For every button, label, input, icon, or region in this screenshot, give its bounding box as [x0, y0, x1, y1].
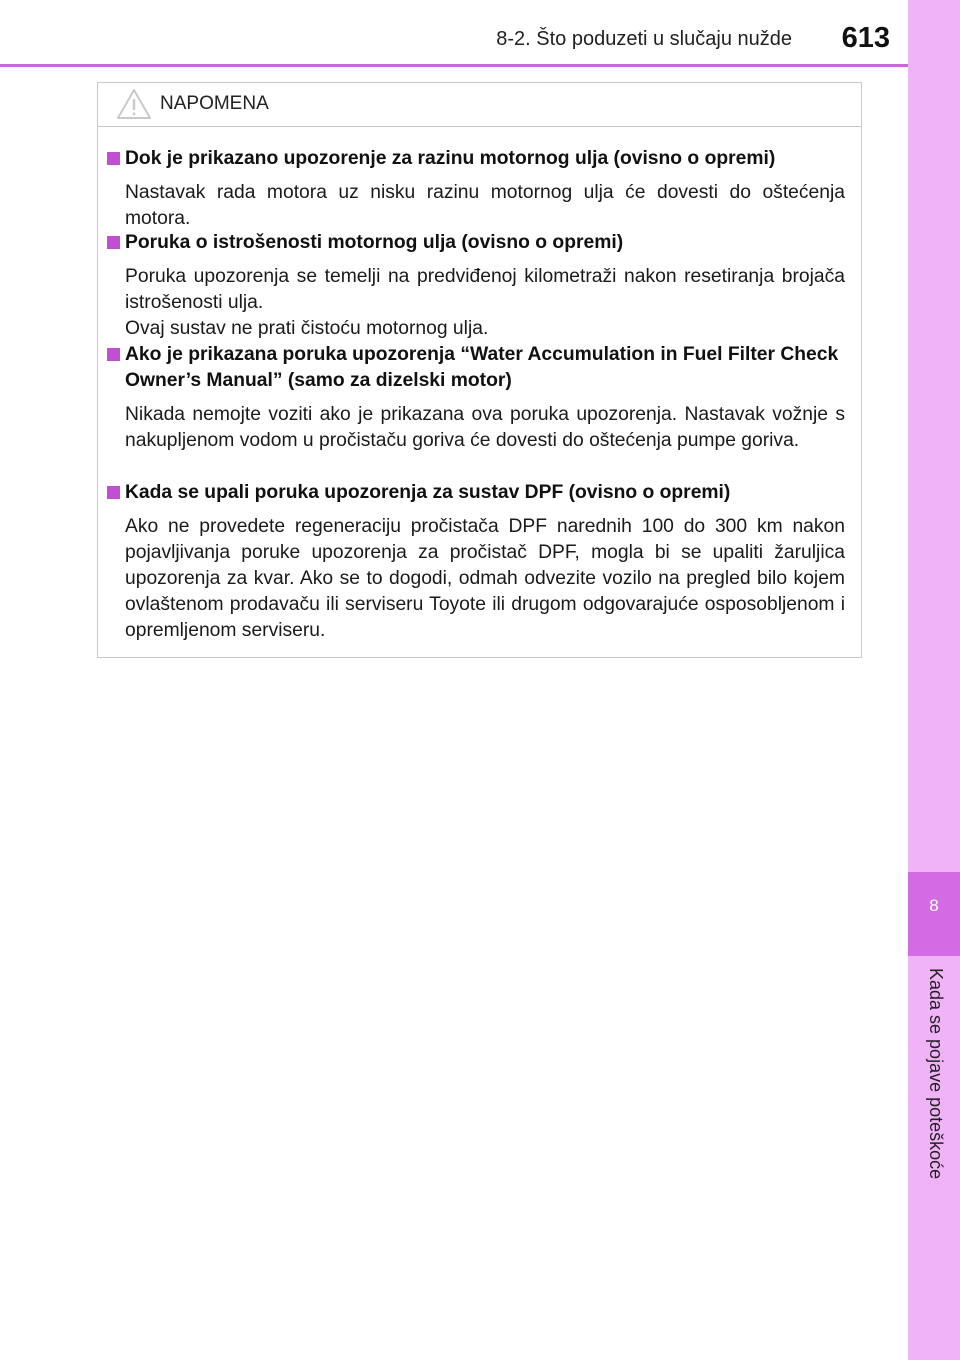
item-heading: Poruka o istrošenosti motornog ulja (ovisno o opremi): [104, 230, 856, 256]
note-item: [104, 230, 856, 342]
item-body: Ako ne provedete regeneraciju pročistača DPF narednih 100 do 300 km nakon pojavljivanja poruke upozorenja za pročistač DPF, mogla bi se upaliti žaruljica upozorenja za kvar. Ako se to dogodi, odmah odvezite vozilo na pregled bilo kojem ovlaštenom prodavaču ili serviseru Toyote ili drugom odgovarajuće osposobljenom i opremljenom serviseru.: [125, 516, 845, 641]
note-header: [98, 83, 861, 127]
header-rule: [0, 64, 908, 67]
chapter-title: Kada se pojave poteškoće: [926, 968, 946, 1180]
item-body: Nikada nemojte voziti ako je prikazana ova poruka upozorenja. Nastavak vožnje s nakupljenom vodom u pročistaču goriva će dovesti do oštećenja pumpe goriva.: [125, 404, 845, 451]
page-number: 613: [841, 22, 890, 54]
note-box: [97, 82, 862, 658]
section-title: 8-2. Što poduzeti u slučaju nužde: [496, 28, 792, 50]
item-heading: Dok je prikazano upozorenje za razinu motornog ulja (ovisno o opremi): [104, 146, 856, 172]
square-bullet-icon: [107, 348, 120, 361]
note-title: NAPOMENA: [160, 93, 269, 114]
note-item: [104, 480, 856, 644]
item-body: Nastavak rada motora uz nisku razinu motornog ulja će dovesti do oštećenja motora.: [125, 182, 845, 229]
square-bullet-icon: [107, 486, 120, 499]
item-heading: Kada se upali poruka upozorenja za sustav DPF (ovisno o opremi): [104, 480, 856, 506]
note-item: [104, 146, 856, 232]
note-item: [104, 342, 856, 454]
chapter-number: 8: [929, 896, 939, 915]
item-heading: Ako je prikazana poruka upozorenja “Water Accumulation in Fuel Filter Check Owner’s Manual” (samo za dizelski motor): [104, 342, 856, 394]
square-bullet-icon: [107, 152, 120, 165]
warning-triangle-icon: [116, 88, 152, 120]
item-body: Poruka upozorenja se temelji na predviđenoj kilometraži nakon resetiranja brojača istrošenosti ulja. Ovaj sustav ne prati čistoću motornog ulja.: [125, 266, 845, 339]
square-bullet-icon: [107, 236, 120, 249]
